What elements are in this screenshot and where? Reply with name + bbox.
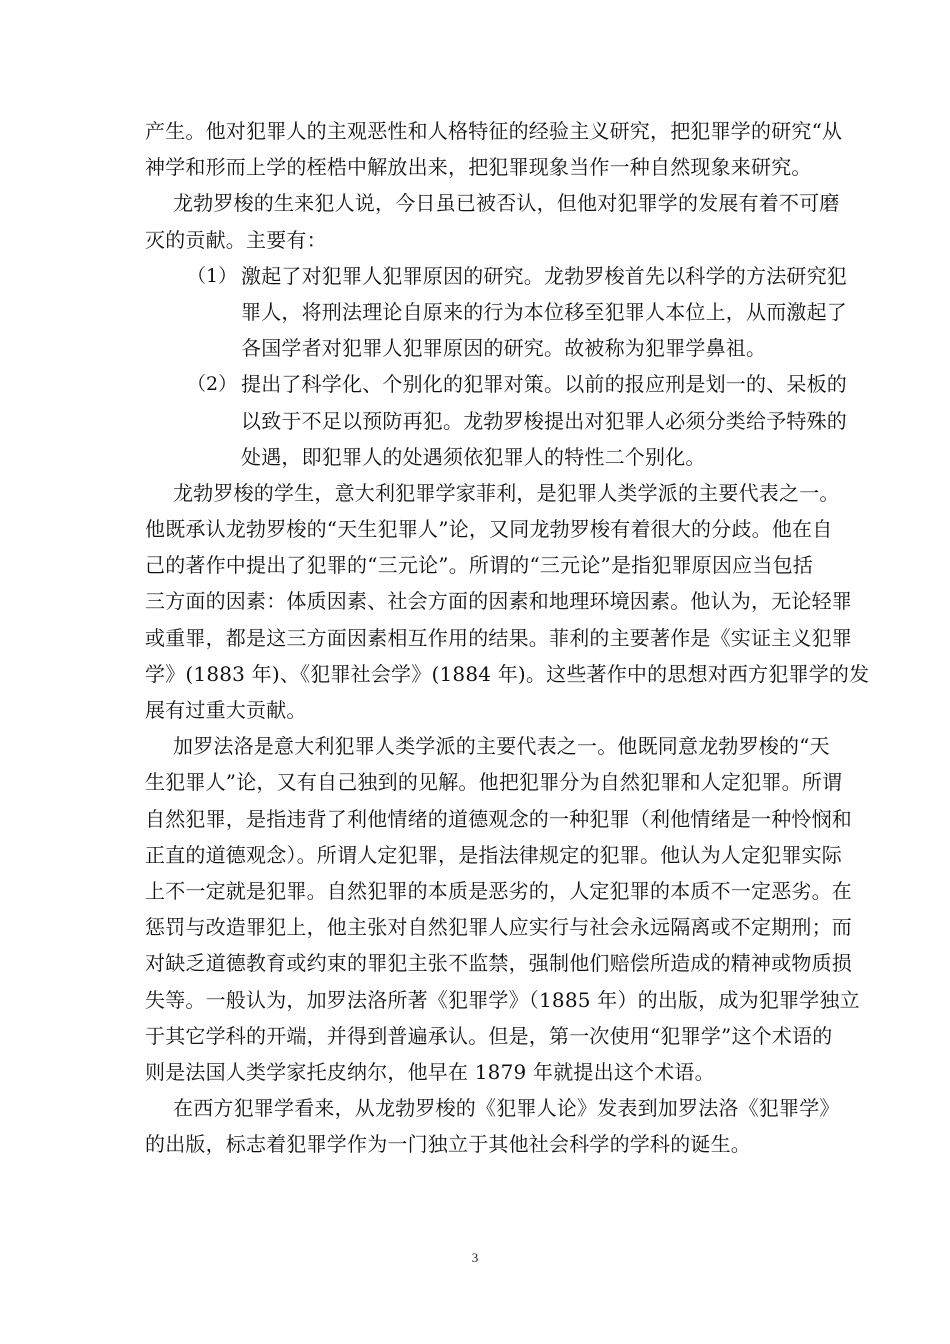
text-line: 于其它学科的开端，并得到普遍承认。但是，第一次使用“犯罪学”这个术语的 bbox=[145, 1023, 833, 1048]
page-number: 3 bbox=[471, 1250, 479, 1265]
text-line: 己的著作中提出了犯罪的“三元论”。所谓的“三元论”是指犯罪原因应当包括 bbox=[145, 553, 813, 578]
text-line: 灭的贡献。主要有： bbox=[145, 227, 327, 252]
text-line: 失等。一般认为，加罗法洛所著《犯罪学》（1885 年）的出版，成为犯罪学独立 bbox=[145, 987, 860, 1012]
list-item bbox=[145, 258, 847, 367]
text-line: 学》(1883 年)、《犯罪社会学》(1884 年)。这些著作中的思想对西方犯罪学的发 bbox=[145, 661, 870, 686]
text-line: 自然犯罪，是指违背了利他情绪的道德观念的一种犯罪（利他情绪是一种怜悯和 bbox=[145, 806, 852, 831]
paragraph-ferri bbox=[145, 475, 870, 728]
list-item-number: （2） bbox=[187, 373, 238, 396]
text-line: 对缺乏道德教育或约束的罪犯主张不监禁，强制他们赔偿所造成的精神或物质损 bbox=[145, 951, 852, 976]
text-line: 龙勃罗梭的生来犯人说，今日虽已被否认，但他对犯罪学的发展有着不可磨 bbox=[173, 191, 840, 216]
text-line: 则是法国人类学家托皮纳尔，他早在 1879 年就提出这个术语。 bbox=[145, 1059, 715, 1084]
text-line: 处遇，即犯罪人的处遇须依犯罪人的特性二个别化。 bbox=[241, 444, 706, 469]
text-line: 上不一定就是犯罪。自然犯罪的本质是恶劣的，人定犯罪的本质不一定恶劣。在 bbox=[145, 878, 852, 903]
text-line: 正直的道德观念）。所谓人定犯罪，是指法律规定的犯罪。他认为人定犯罪实际 bbox=[145, 842, 842, 867]
text-line: 他既承认龙勃罗梭的“天生犯罪人”论，又同龙勃罗梭有着很大的分歧。他在自 bbox=[145, 517, 833, 542]
text-line: 展有过重大贡献。 bbox=[145, 698, 307, 722]
paragraph-conclusion bbox=[145, 1090, 840, 1162]
text-line: 罪人，将刑法理论自原来的行为本位移至犯罪人本位上，从而激起了 bbox=[241, 299, 847, 324]
text-line: 各国学者对犯罪人犯罪原因的研究。故被称为犯罪学鼻祖。 bbox=[241, 336, 767, 361]
list-item bbox=[145, 366, 847, 475]
list-item-number: （1） bbox=[187, 264, 238, 287]
paragraph-garofalo bbox=[145, 728, 860, 1090]
body-text bbox=[145, 113, 870, 1162]
paragraph-continuation bbox=[145, 113, 843, 185]
text-line: 三方面的因素：体质因素、社会方面的因素和地理环境因素。他认为，无论轻罪 bbox=[145, 589, 852, 614]
text-line: 或重罪，都是这三方面因素相互作用的结果。菲利的主要著作是《实证主义犯罪 bbox=[145, 625, 852, 650]
text-line: 惩罚与改造罪犯上，他主张对自然犯罪人应实行与社会永远隔离或不定期刑；而 bbox=[145, 915, 852, 940]
text-line: 生犯罪人”论，又有自己独到的见解。他把犯罪分为自然犯罪和人定犯罪。所谓 bbox=[145, 770, 843, 795]
text-line: 以致于不足以预防再犯。龙勃罗梭提出对犯罪人必须分类给予特殊的 bbox=[241, 408, 847, 433]
text-line: 的出版，标志着犯罪学作为一门独立于其他社会科学的学科的诞生。 bbox=[145, 1132, 751, 1157]
text-line: 激起了对犯罪人犯罪原因的研究。龙勃罗梭首先以科学的方法研究犯 bbox=[241, 263, 847, 288]
text-line: 加罗法洛是意大利犯罪人类学派的主要代表之一。他既同意龙勃罗梭的“天 bbox=[173, 734, 830, 759]
text-line: 神学和形而上学的桎梏中解放出来，把犯罪现象当作一种自然现象来研究。 bbox=[145, 155, 812, 180]
text-line: 龙勃罗梭的学生，意大利犯罪学家菲利，是犯罪人类学派的主要代表之一。 bbox=[173, 480, 840, 505]
text-line: 提出了科学化、个别化的犯罪对策。以前的报应刑是划一的、呆板的 bbox=[241, 372, 847, 397]
text-line: 在西方犯罪学看来，从龙勃罗梭的《犯罪人论》发表到加罗法洛《犯罪学》 bbox=[173, 1096, 840, 1121]
text-line: 产生。他对犯罪人的主观恶性和人格特征的经验主义研究，把犯罪学的研究“从 bbox=[145, 119, 843, 143]
paragraph-lombroso-contribution bbox=[145, 185, 840, 257]
